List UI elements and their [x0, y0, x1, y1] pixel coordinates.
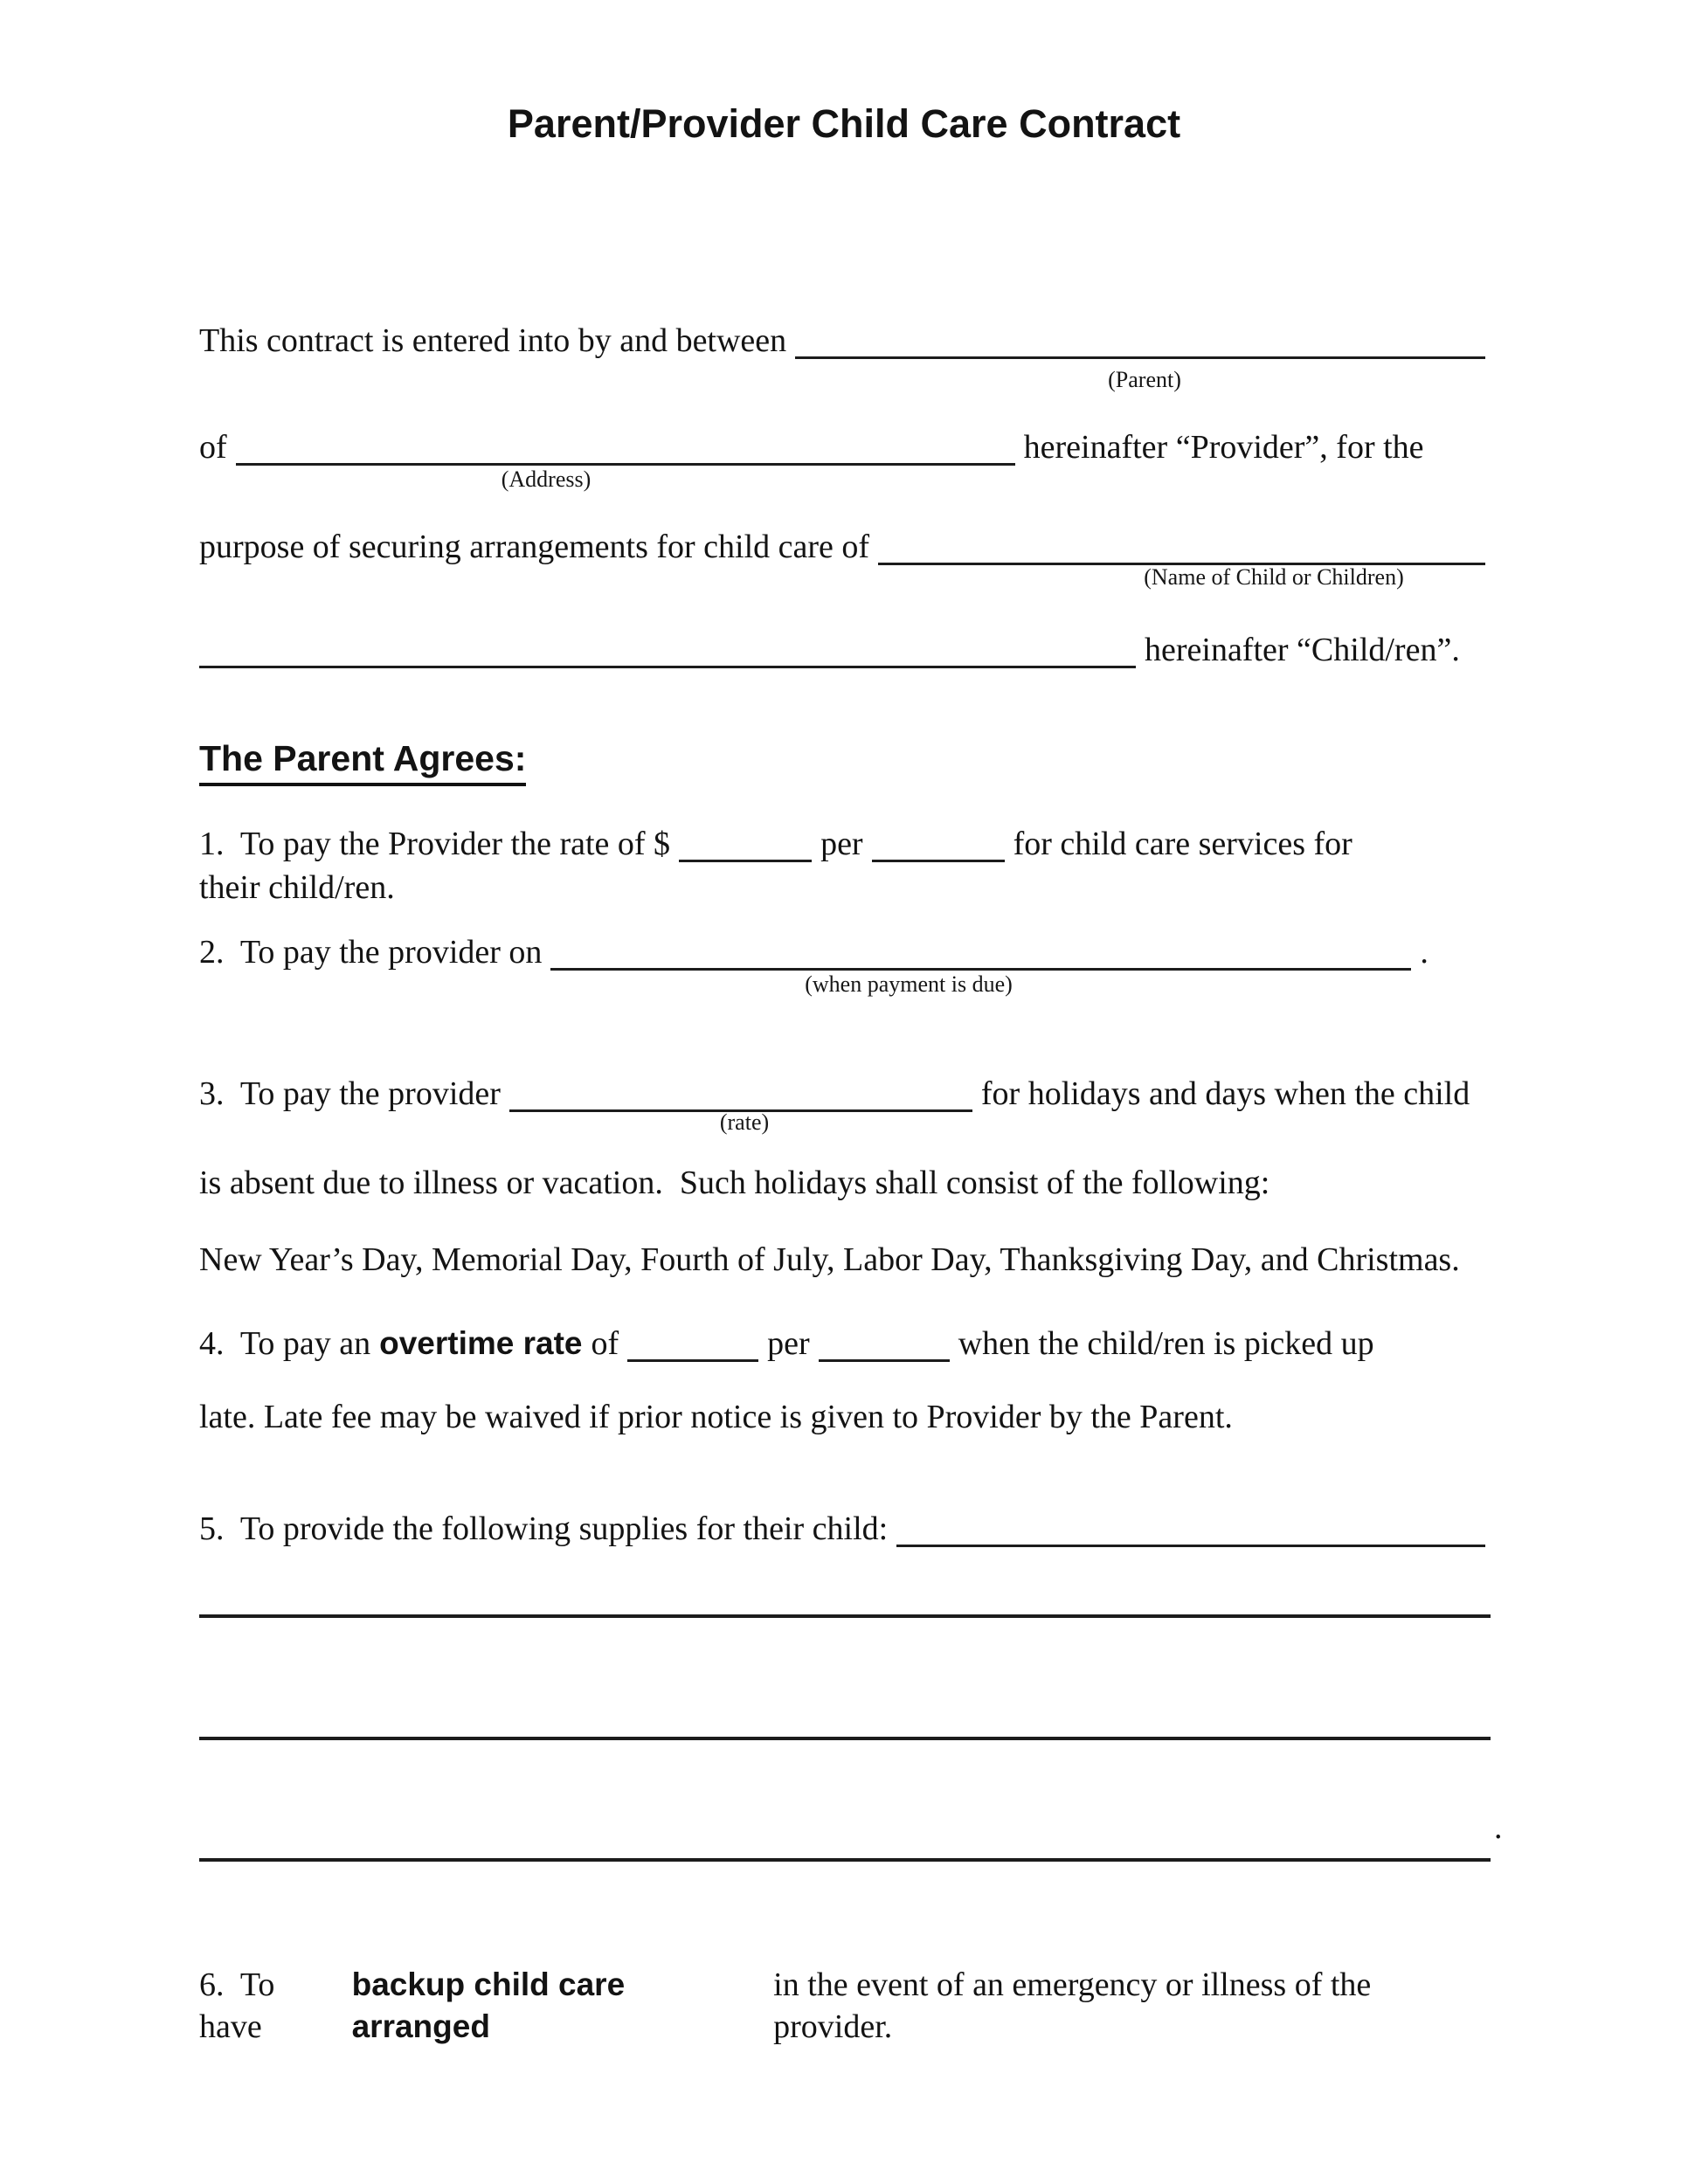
intro-line-3 [199, 526, 1485, 568]
item-3-cont-1: is absent due to illness or vacation. Such holidays shall consist of the following: [199, 1165, 1270, 1201]
intro-line-4 [199, 629, 1485, 671]
item-3-cont-2: New Year’s Day, Memorial Day, Fourth of July, Labor Day, Thanksgiving Day, and Christmas. [199, 1241, 1460, 1278]
item-6-bold-phrase: backup child care arranged [351, 1966, 634, 2044]
item-1-line-2: their child/ren. [199, 869, 395, 906]
item-4-line [199, 1323, 1485, 1365]
parent-agrees-heading: The Parent Agrees: [199, 738, 526, 786]
item-4-bold-phrase: overtime rate [379, 1325, 583, 1361]
overtime-rate-field[interactable] [627, 1335, 758, 1362]
item-2-pre: 2. To pay the provider on [199, 934, 543, 971]
supplies-write-line-1[interactable] [199, 1614, 1491, 1618]
item-4-post: when the child/ren is picked up [958, 1325, 1374, 1362]
item-4-pre: 4. To pay an [199, 1325, 371, 1362]
intro-line-2-post: hereinafter “Provider”, for the [1023, 429, 1424, 466]
item-4-mid-1: of [591, 1325, 619, 1362]
parent-name-field[interactable] [795, 332, 1485, 359]
item-3-post: for holidays and days when the child [980, 1075, 1470, 1112]
item-5-pre: 5. To provide the following supplies for their child: [199, 1510, 889, 1547]
item-1-post: for child care services for [1013, 826, 1352, 862]
payment-due-field[interactable] [550, 943, 1411, 971]
intro-line-1-text: This contract is entered into by and between [199, 322, 787, 359]
supplies-write-line-2[interactable] [199, 1737, 1491, 1740]
intro-line-2 [199, 426, 1485, 468]
supplies-trailing-period: . [1494, 1809, 1503, 1846]
item-2-period: . [1420, 934, 1429, 971]
rate-caption: (rate) [719, 1109, 770, 1135]
item-1-pre: 1. To pay the Provider the rate of $ [199, 826, 671, 862]
item-4-cont: late. Late fee may be waived if prior notice is given to Provider by the Parent. [199, 1399, 1233, 1435]
item-5-line [199, 1508, 1485, 1550]
address-caption: (Address) [501, 467, 591, 492]
holiday-rate-field[interactable] [509, 1085, 972, 1112]
intro-line-1 [199, 320, 1485, 362]
supplies-write-line-3[interactable] [199, 1858, 1491, 1862]
address-field[interactable] [236, 439, 1015, 466]
item-2-line [199, 931, 1485, 973]
item-4-mid-2: per [767, 1325, 810, 1362]
rate-amount-field[interactable] [679, 835, 812, 862]
rate-period-field[interactable] [872, 835, 1005, 862]
document-title: Parent/Provider Child Care Contract [507, 101, 1181, 146]
child-name-field-2[interactable] [199, 641, 1136, 668]
item-3-line [199, 1073, 1485, 1115]
payment-due-caption: (when payment is due) [805, 971, 1013, 997]
supplies-field-inline[interactable] [896, 1520, 1485, 1547]
child-name-caption: (Name of Child or Children) [1144, 564, 1404, 590]
item-1-mid: per [820, 826, 863, 862]
intro-line-2-pre: of [199, 429, 227, 466]
item-6-post: in the event of an emergency or illness of the provider. [773, 1966, 1380, 2045]
item-6-pre: 6. To have [199, 1966, 283, 2045]
intro-line-4-post: hereinafter “Child/ren”. [1145, 632, 1460, 668]
item-3-pre: 3. To pay the provider [199, 1075, 501, 1112]
item-1-line-1 [199, 823, 1485, 865]
child-name-field[interactable] [878, 538, 1485, 565]
intro-line-3-text: purpose of securing arrangements for child care of [199, 529, 870, 565]
item-6-line [199, 1964, 1485, 2048]
parent-caption: (Parent) [1108, 367, 1181, 392]
overtime-period-field[interactable] [819, 1335, 950, 1362]
